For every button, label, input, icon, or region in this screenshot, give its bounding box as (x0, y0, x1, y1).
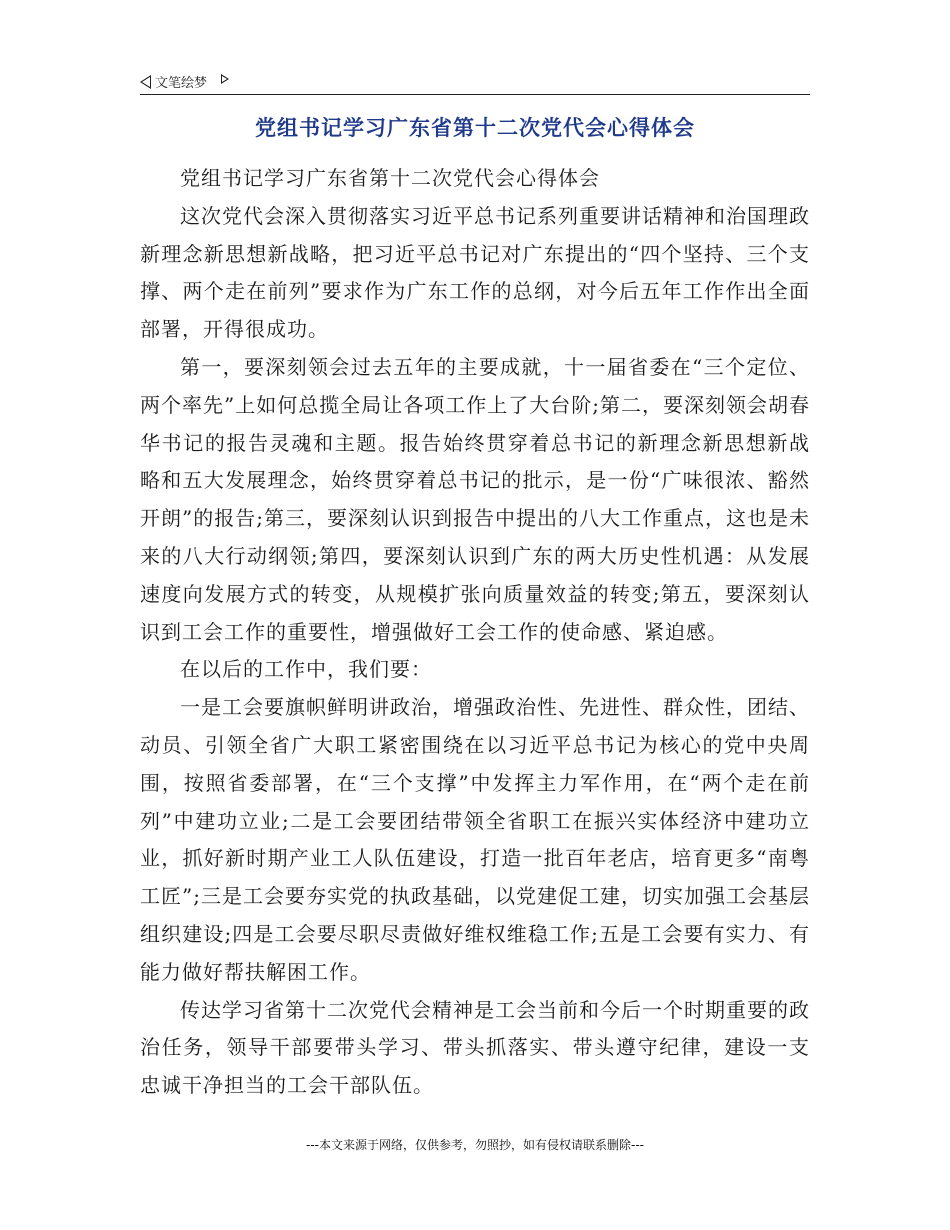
page-header (140, 70, 810, 95)
triangle-left-icon (140, 75, 151, 89)
document-body (140, 160, 810, 1105)
footer-disclaimer: ---本文来源于网络，仅供参考，勿照抄，如有侵权请联系删除--- (306, 1138, 644, 1152)
paragraph: 传达学习省第十二次党代会精神是工会当前和今后一个时期重要的政治任务，领导干部要带头学习、带头抓落实、带头遵守纪律，建设一支忠诚干净担当的工会干部队伍。 (140, 997, 810, 1098)
triangle-right-icon (221, 74, 229, 84)
document-title: 党组书记学习广东省第十二次党代会心得体会 (255, 116, 695, 140)
paragraph: 一是工会要旗帜鲜明讲政治，增强政治性、先进性、群众性，团结、动员、引领全省广大职工紧密围绕在以习近平总书记为核心的党中央周围，按照省委部署，在“三个支撑”中发挥主力军作用，在“两个走在前列”中建功立业;二是工会要团结带领全省职工在振兴实体经济中建功立业，抓好新时期产业工人队伍建设，打造一批百年老店，培育更多“南粤工匠”;三是工会要夯实党的执政基础，以党建促工建，切实加强工会基层组织建设;四是工会要尽职尽责做好维权维稳工作;五是工会要有实力、有能力做好帮扶解困工作。 (140, 695, 810, 984)
paragraph: 第一，要深刻领会过去五年的主要成就，十一届省委在“三个定位、两个率先”上如何总揽全局让各项工作上了大台阶;第二，要深刻领会胡春华书记的报告灵魂和主题。报告始终贯穿着总书记的新理念新思想新战略和五大发展理念，始终贯穿着总书记的批示，是一份“广味很浓、豁然开朗”的报告;第三，要深刻认识到报告中提出的八大工作重点，这也是未来的八大行动纲领;第四，要深刻认识到广东的两大历史性机遇：从发展速度向发展方式的转变，从规模扩张向质量效益的转变;第五，要深刻认识到工会工作的重要性，增强做好工会工作的使命感、紧迫感。 (140, 354, 810, 644)
brand (140, 72, 229, 91)
paragraph: 这次党代会深入贯彻落实习近平总书记系列重要讲话精神和治国理政新理念新思想新战略，把习近平总书记对广东提出的“四个坚持、三个支撑、两个走在前列”要求作为广东工作的总纲，对今后五年工作作出全面部署，开得很成功。 (140, 203, 810, 342)
brand-label: 文笔绘梦 (155, 76, 208, 91)
paragraph: 在以后的工作中，我们要： (180, 657, 432, 682)
paragraph: 党组书记学习广东省第十二次党代会心得体会 (180, 166, 600, 190)
